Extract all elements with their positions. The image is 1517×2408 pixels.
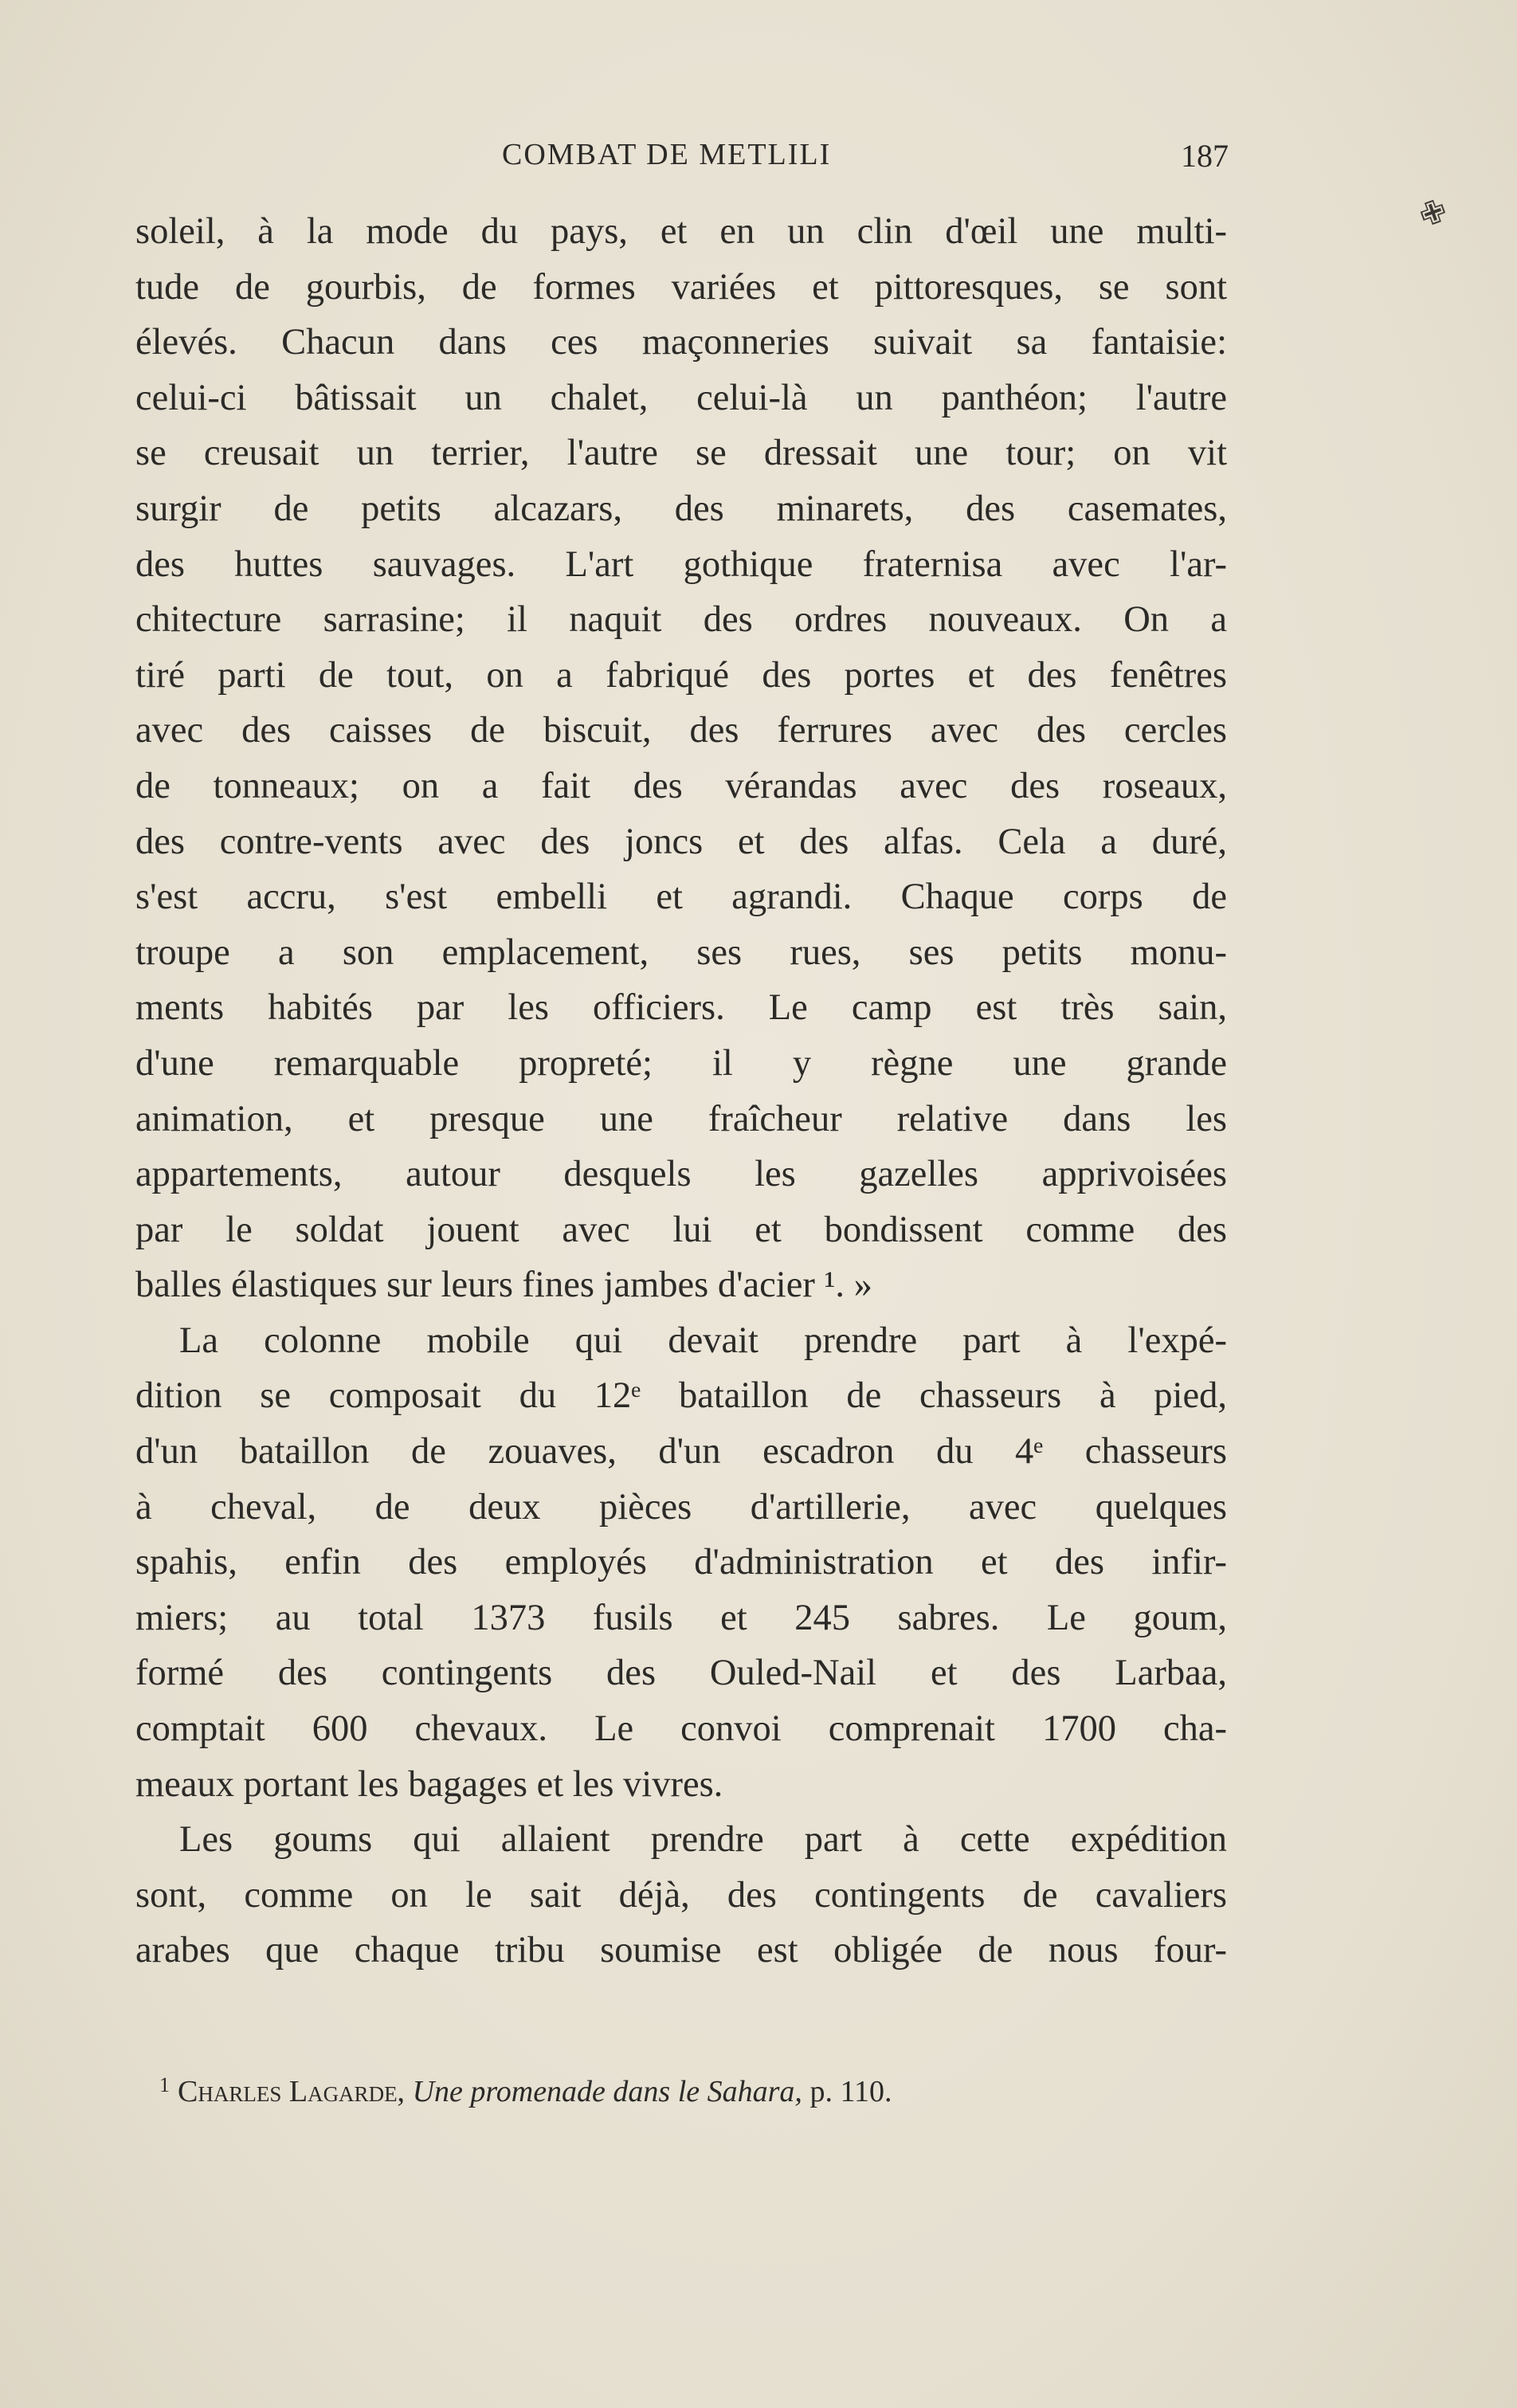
text-line: s'est accru, s'est embelli et agrandi. Chaque corps de [135, 877, 1227, 918]
footnote-marker: 1 [159, 2073, 170, 2096]
text-line: formé des contingents des Ouled-Nail et des Larbaa, [135, 1653, 1227, 1694]
text-line: spahis, enfin des employés d'administration et des infir- [135, 1542, 1227, 1583]
text-line: sont, comme on le sait déjà, des contingents de cavaliers [135, 1874, 1227, 1916]
text-line: des huttes sauvages. L'art gothique fraternisa avec l'ar- [135, 543, 1227, 585]
text-line: appartements, autour desquels les gazelles apprivoisées [135, 1154, 1227, 1195]
text-line: tiré parti de tout, on a fabriqué des portes et des fenêtres [135, 654, 1227, 696]
page-number: 187 [1181, 138, 1229, 174]
text-line: à cheval, de deux pièces d'artillerie, avec quelques [135, 1486, 1227, 1528]
text-line: soleil, à la mode du pays, et en un clin d'œil une multi- [135, 211, 1227, 252]
text-line: dition se composait du 12ᵉ bataillon de chasseurs à pied, [135, 1375, 1227, 1417]
margin-mark: ✙ [1414, 191, 1452, 235]
text-line: La colonne mobile qui devait prendre part à l'expé- [179, 1320, 1227, 1361]
text-line: avec des caisses de biscuit, des ferrures avec des cercles [135, 710, 1227, 751]
text-line: élevés. Chacun dans ces maçonneries suivait sa fantaisie: [135, 322, 1227, 363]
footnote-author: Charles Lagarde, [178, 2075, 406, 2108]
text-line: troupe a son emplacement, ses rues, ses petits monu- [135, 931, 1227, 973]
footnote [159, 2065, 1195, 2112]
text-line: surgir de petits alcazars, des minarets, des casemates, [135, 488, 1227, 529]
text-line: tude de gourbis, de formes variées et pittoresques, se sont [135, 266, 1227, 308]
text-line: meaux portant les bagages et les vivres. [135, 1763, 723, 1805]
text-line: d'un bataillon de zouaves, d'un escadron du 4ᵉ chasseurs [135, 1431, 1227, 1473]
text-line: celui-ci bâtissait un chalet, celui-là un panthéon; l'autre [135, 377, 1227, 418]
text-line: d'une remarquable propreté; il y règne une grande [135, 1042, 1227, 1084]
text-line: ments habités par les officiers. Le camp est très sain, [135, 987, 1227, 1029]
text-line: de tonneaux; on a fait des vérandas avec des roseaux, [135, 765, 1227, 806]
body-text [135, 204, 1227, 1979]
text-line: balles élastiques sur leurs fines jambes d'acier ¹. » [135, 1265, 872, 1306]
text-line: comptait 600 chevaux. Le convoi comprenait 1700 cha- [135, 1708, 1227, 1750]
text-line: des contre-vents avec des joncs et des alfas. Cela a duré, [135, 821, 1227, 862]
footnote-title: Une promenade dans le Sahara, [412, 2075, 802, 2108]
text-line: miers; au total 1373 fusils et 245 sabres. Le goum, [135, 1597, 1227, 1638]
text-line: arabes que chaque tribu soumise est obligée de nous four- [135, 1930, 1227, 1971]
footnote-page: p. 110. [809, 2075, 892, 2108]
running-title: COMBAT DE METLILI [502, 138, 832, 171]
text-line: par le soldat jouent avec lui et bondissent comme des [135, 1209, 1227, 1250]
text-line: animation, et presque une fraîcheur relative dans les [135, 1098, 1227, 1139]
running-head [135, 137, 1229, 185]
text-line: chitecture sarrasine; il naquit des ordres nouveaux. On a [135, 599, 1227, 641]
text-line: Les goums qui allaient prendre part à cette expédition [179, 1819, 1227, 1861]
text-line: se creusait un terrier, l'autre se dressait une tour; on vit [135, 433, 1227, 474]
